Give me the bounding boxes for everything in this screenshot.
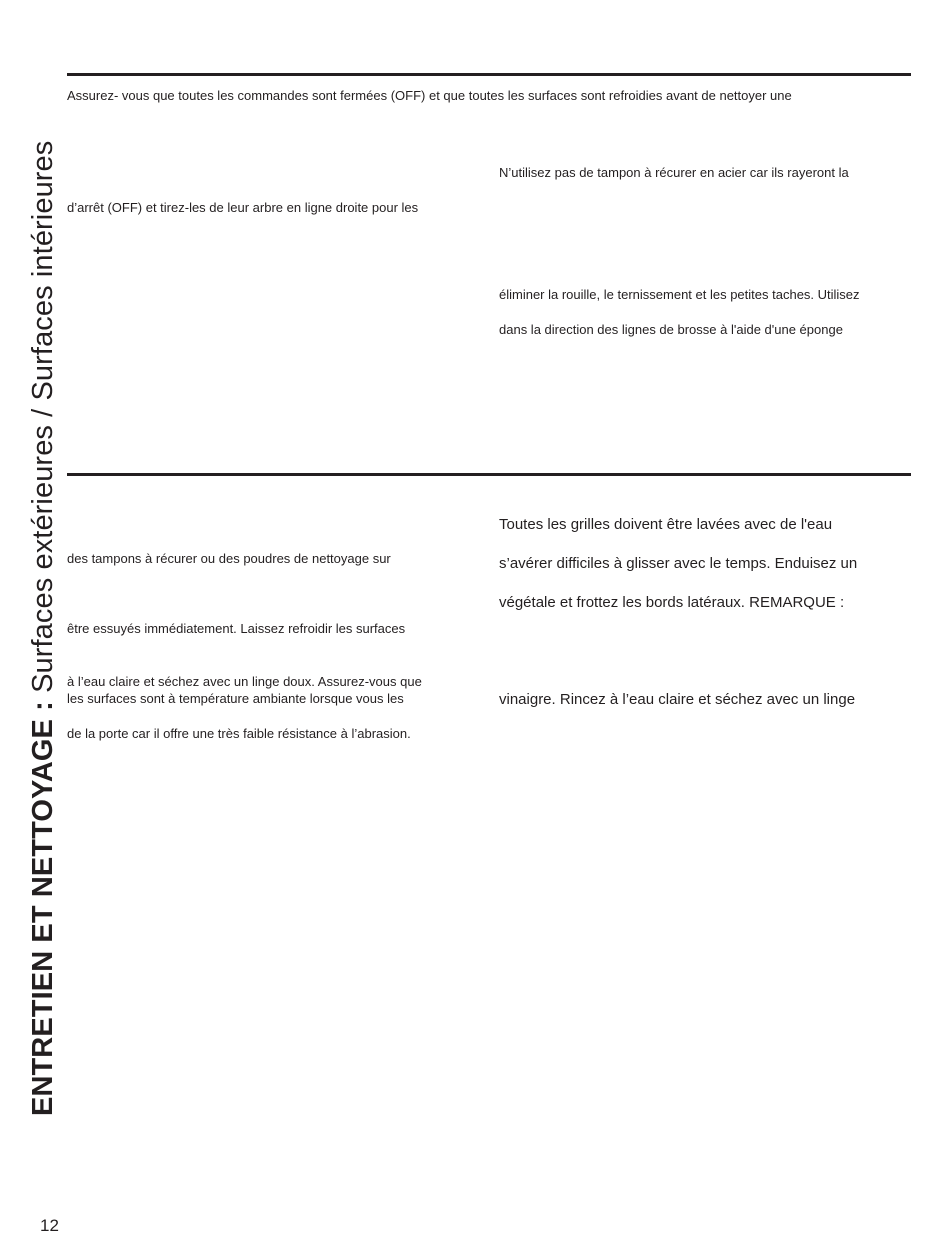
section-divider-top (67, 73, 911, 76)
section2-left-line: les surfaces sont à température ambiante lorsque vous les (67, 691, 404, 706)
section2-right-line: végétale et frottez les bords latéraux. REMARQUE : (499, 594, 845, 611)
section-divider-middle (67, 473, 911, 476)
section2-left-line: être essuyés immédiatement. Laissez refroidir les surfaces (67, 621, 406, 636)
section-title-vertical (17, 0, 69, 1116)
section2-left-line: des tampons à récurer ou des poudres de nettoyage sur (67, 551, 391, 566)
section-title-main: ENTRETIEN ET NETTOYAGE : (27, 701, 59, 1116)
page-number: 12 (40, 1216, 59, 1235)
section-title-sub: Surfaces extérieures / Surfaces intérieures (27, 140, 59, 702)
section1-intro: Assurez- vous que toutes les commandes sont fermées (OFF) et que toutes les surfaces sont refroidies avant de nettoyer une (67, 88, 792, 103)
section1-right-line: éliminer la rouille, le ternissement et les petites taches. Utilisez (499, 287, 860, 302)
section2-right-line: s’avérer difficiles à glisser avec le temps. Enduisez un (499, 555, 858, 572)
section2-left-line: à l’eau claire et séchez avec un linge doux. Assurez-vous que (67, 674, 422, 689)
section1-right-line: N’utilisez pas de tampon à récurer en acier car ils rayeront la (499, 165, 849, 180)
section2-right-line: Toutes les grilles doivent être lavées avec de l'eau (499, 516, 833, 533)
section2-left-line: de la porte car il offre une très faible résistance à l’abrasion. (67, 726, 411, 741)
section2-right-line: vinaigre. Rincez à l’eau claire et séchez avec un linge (499, 691, 856, 708)
section1-left-line: d’arrêt (OFF) et tirez-les de leur arbre en ligne droite pour les (67, 200, 419, 215)
section1-right-line: dans la direction des lignes de brosse à l'aide d'une éponge (499, 322, 843, 337)
